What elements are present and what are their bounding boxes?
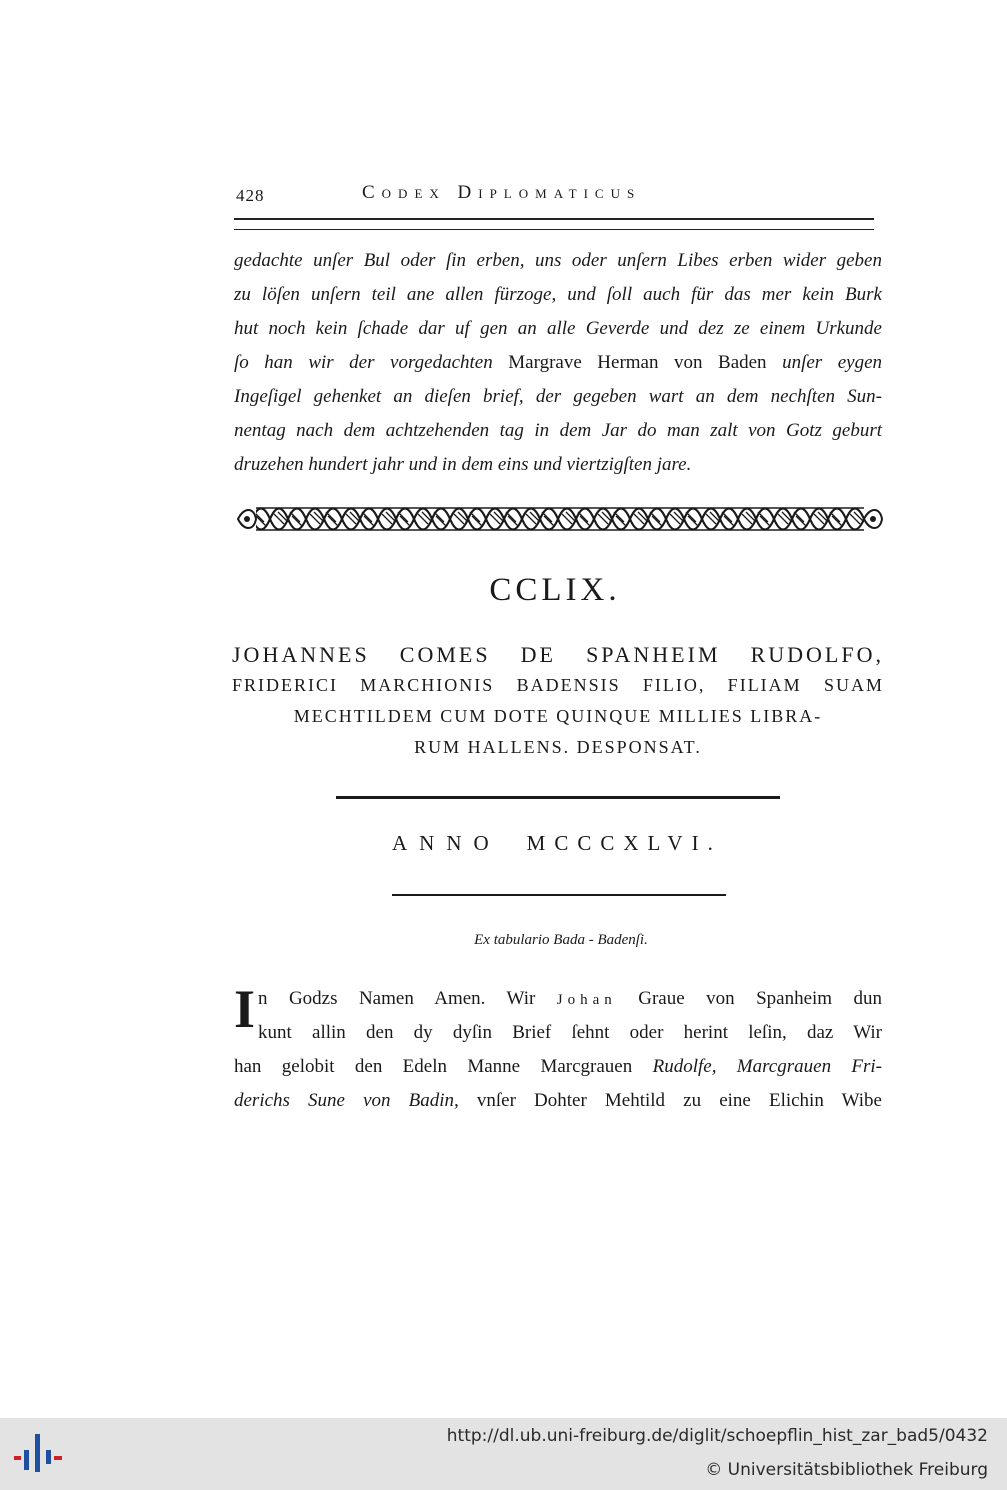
text-line: gedachte unſer Bul oder ſin erben, uns oder unſern Libes erben wider geben xyxy=(234,250,882,271)
page-number: 428 xyxy=(236,186,265,205)
text-line: hut noch kein ſchade dar uf gen an alle Geverde und dez ze einem Urkunde xyxy=(234,318,882,339)
body-line xyxy=(234,982,882,1016)
body-line xyxy=(234,1050,882,1084)
charter-title xyxy=(232,640,884,763)
body-line: kunt allin den dy dyſin Brief ſehnt oder herint leſin, daz Wir xyxy=(258,1022,882,1043)
text-segment: ſo han wir der vorgedachten xyxy=(234,352,493,373)
text-line: Ingeſigel gehenket an dieſen brief, der gegeben wart an dem nechſten Sun- xyxy=(234,386,882,407)
text-line: druzehen hundert jahr und in dem eins und viertzigſten jare. xyxy=(234,454,692,475)
drop-cap: I xyxy=(234,979,256,1039)
margrave-name: Margrave Herman von Baden xyxy=(508,352,767,373)
header-rule xyxy=(234,218,874,220)
source-note: Ex tabulario Bada - Badenſi. xyxy=(474,932,648,948)
name-spaced: Johan xyxy=(556,992,617,1008)
charter-title-line: JOHANNES COMES DE SPANHEIM RUDOLFO, xyxy=(232,642,884,667)
charter-title-line: MECHTILDEM CUM DOTE QUINQUE MILLIES LIBRA- xyxy=(293,706,823,726)
footer-bar xyxy=(0,1418,1007,1490)
charter-title-line: RUM HALLENS. DESPONSAT. xyxy=(414,737,702,757)
charter-title-line: FRIDERICI MARCHIONIS BADENSIS FILIO, FILIAM SUAM xyxy=(232,675,884,695)
text-line: nentag nach dem achtzehenden tag in dem Jar do man zalt von Gotz geburt xyxy=(234,420,882,441)
header-rule-second xyxy=(234,229,874,230)
text-segment: vnſer Dohter Mehtild zu eine Elichin Wibe xyxy=(476,1090,882,1111)
document-url-link[interactable]: http://dl.ub.uni-freiburg.de/diglit/schoepflin_hist_zar_bad5/0432 xyxy=(446,1426,988,1446)
ub-freiburg-logo-icon[interactable] xyxy=(14,1430,64,1474)
text-segment: Graue von Spanheim dun xyxy=(638,988,883,1009)
charter-body xyxy=(234,979,883,1118)
text-segment-italic: derichs Sune von Badin, xyxy=(234,1090,459,1111)
charter-number: CCLIX. xyxy=(489,572,621,608)
body-line xyxy=(234,1084,882,1118)
text-segment: unſer eygen xyxy=(782,352,883,373)
text-line: zu löſen unſern teil ane allen fürzoge, und ſoll auch für das mer kein Burk xyxy=(234,284,882,305)
text-segment: n Godzs Namen Amen. Wir xyxy=(258,988,536,1009)
text-segment-italic: Rudolfe, Marcgrauen Fri- xyxy=(652,1056,883,1077)
section-rule-short xyxy=(392,894,726,896)
ornament-band-icon xyxy=(234,503,886,535)
anno-label: ANNO xyxy=(392,831,501,855)
text-line-mixed xyxy=(234,346,882,380)
section-rule xyxy=(336,796,780,799)
text-segment: han gelobit den Edeln Manne Marcgrauen xyxy=(234,1056,633,1077)
running-title: Codex Diplomaticus xyxy=(362,182,642,203)
continuation-text xyxy=(234,244,882,482)
anno-year: MCCCXLVI. xyxy=(526,831,722,855)
anno-date xyxy=(392,831,732,856)
copyright-notice: © Universitätsbibliothek Freiburg xyxy=(705,1460,988,1480)
